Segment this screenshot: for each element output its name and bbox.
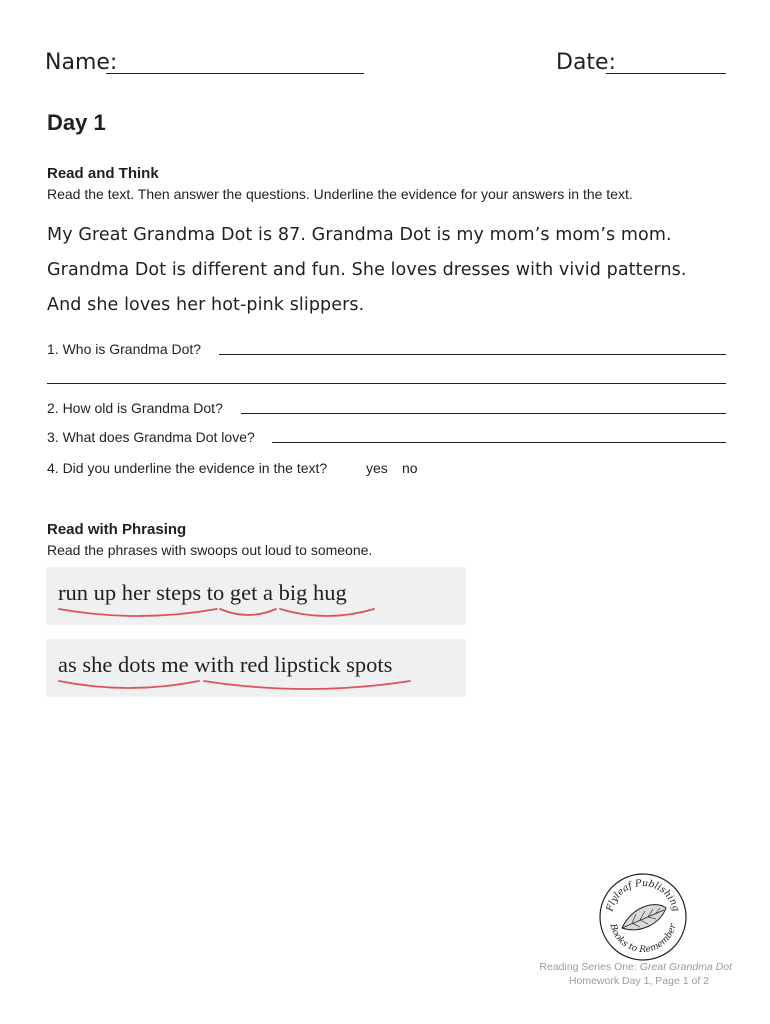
footer-series-prefix: Reading Series One: xyxy=(539,961,640,973)
swoop xyxy=(204,681,410,689)
phrase-1: run up her steps to get a big hug xyxy=(58,580,347,605)
story-line-3: And she loves her hot-pink slippers. xyxy=(47,295,365,315)
read-and-think-instructions: Read the text. Then answer the questions. Underline the evidence for your answers in the text. xyxy=(47,186,633,202)
phrase-2: as she dots me with red lipstick spots xyxy=(58,652,393,677)
swoop xyxy=(220,609,276,615)
publisher-logo xyxy=(598,872,688,962)
date-field[interactable] xyxy=(606,73,726,74)
answer-no[interactable]: no xyxy=(402,460,418,476)
question-1: 1. Who is Grandma Dot? xyxy=(47,341,202,357)
swoop xyxy=(59,681,199,688)
swoop xyxy=(280,609,374,616)
footer-series-title: Great Grandma Dot xyxy=(639,961,732,973)
answer-line-1[interactable] xyxy=(219,354,726,355)
name-label: Name: xyxy=(45,50,118,75)
answer-line-3[interactable] xyxy=(272,442,726,443)
svg-text:Flyleaf Publishing: Flyleaf Publishing xyxy=(604,877,682,913)
swoop xyxy=(59,609,217,616)
day-title: Day 1 xyxy=(47,110,106,135)
leaf-icon xyxy=(622,905,666,930)
phrase-2-swoops xyxy=(46,639,466,697)
question-3: 3. What does Grandma Dot love? xyxy=(47,429,255,445)
read-with-phrasing-title: Read with Phrasing xyxy=(47,521,187,538)
footer-series xyxy=(539,961,732,973)
date-label: Date: xyxy=(556,50,616,75)
svg-text:Books to Remember: Books to Remember xyxy=(607,922,679,956)
story-line-1: My Great Grandma Dot is 87. Grandma Dot is my mom’s mom’s mom. xyxy=(47,225,672,245)
question-2: 2. How old is Grandma Dot? xyxy=(47,400,223,416)
footer-page-info: Homework Day 1, Page 1 of 2 xyxy=(568,975,709,987)
phrase-box-1 xyxy=(46,567,466,625)
answer-line-1b[interactable] xyxy=(47,383,726,384)
read-and-think-title: Read and Think xyxy=(47,165,159,182)
name-field[interactable] xyxy=(106,73,364,74)
answer-line-2[interactable] xyxy=(241,413,726,414)
phrase-1-swoops xyxy=(46,567,466,625)
story-line-2: Grandma Dot is different and fun. She loves dresses with vivid patterns. xyxy=(47,260,687,280)
phrase-box-2 xyxy=(46,639,466,697)
question-4: 4. Did you underline the evidence in the text? xyxy=(47,460,328,476)
answer-yes[interactable]: yes xyxy=(366,460,388,476)
read-with-phrasing-instructions: Read the phrases with swoops out loud to someone. xyxy=(47,542,373,558)
